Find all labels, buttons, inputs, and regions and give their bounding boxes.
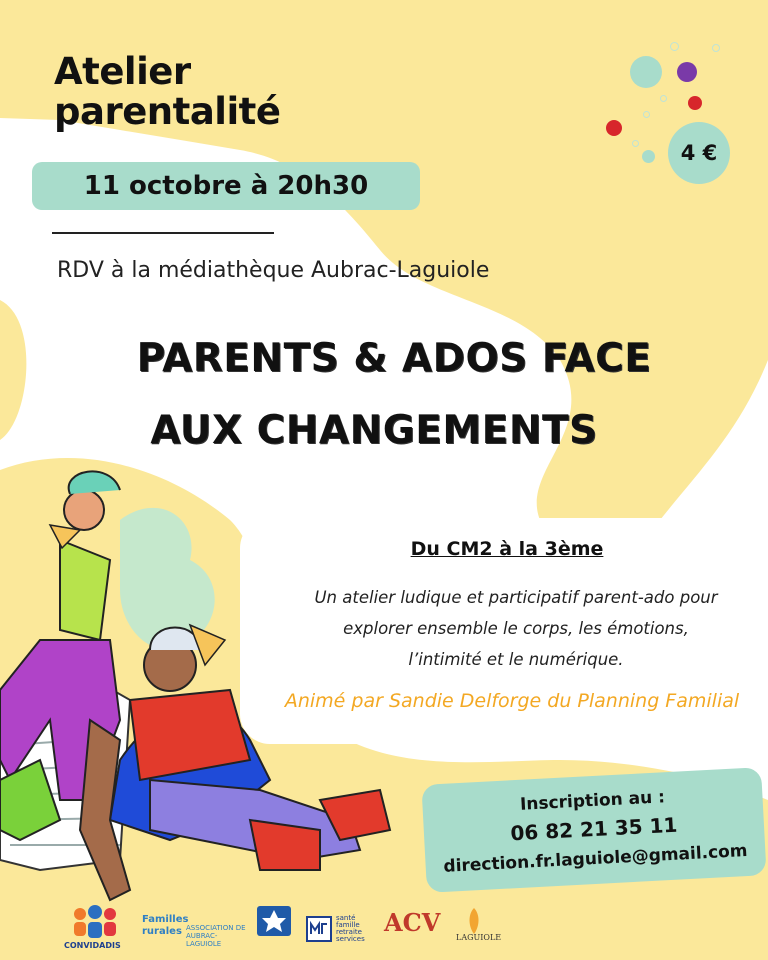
laguiole-bee-icon [464, 906, 484, 936]
logo-label: LAGUIOLE [456, 933, 502, 942]
logo-laguiole [452, 900, 512, 956]
decor-ring [643, 111, 650, 118]
convidadis-icon [60, 900, 130, 940]
logo-msa [306, 900, 372, 956]
description-line: l’intimité et le numérique. [408, 650, 624, 669]
contact-phone[interactable]: 06 82 21 35 11 [509, 812, 678, 846]
decor-dot-red [606, 120, 622, 136]
logo-label: services [336, 935, 365, 943]
decor-ring [670, 42, 679, 51]
logo-label [142, 926, 182, 937]
page-title [54, 52, 280, 132]
logo-label: ACV [384, 908, 441, 937]
decor-ring [632, 140, 639, 147]
logo-label: CONVIDADIS [64, 941, 121, 950]
decor-dot-purple [677, 62, 697, 82]
decor-dot-mint [642, 150, 655, 163]
logo-label: retraite [336, 928, 362, 936]
description-line: Un atelier ludique et participatif parent-ado pour [314, 588, 718, 607]
logo-label: ASSOCIATION DE [186, 924, 246, 932]
contact-email[interactable]: direction.fr.laguiole@gmail.com [443, 841, 749, 877]
level-heading: Du CM2 à la 3ème [410, 538, 604, 560]
logo-label: AUBRAC-LAGUIOLE [186, 932, 222, 948]
divider [52, 232, 274, 234]
title-line: Atelier [54, 50, 191, 93]
contact-box [421, 767, 766, 893]
contact-label: Inscription au : [519, 787, 666, 815]
partner-logos [60, 900, 520, 956]
logo-label: les [172, 914, 189, 925]
decor-dot-red [688, 96, 702, 110]
logo-caf [255, 900, 297, 956]
decor-ring [660, 95, 667, 102]
logo-label: Famil [142, 914, 173, 925]
description [276, 582, 756, 675]
caf-icon [255, 900, 293, 940]
logo-label: rura [142, 926, 166, 937]
title-line: parentalité [54, 90, 281, 133]
venue-text: RDV à la médiathèque Aubrac-Laguiole [57, 258, 490, 283]
decor-dot-mint [630, 56, 662, 88]
logo-convidadis [60, 900, 130, 956]
msa-icon [306, 916, 332, 942]
decor-ring [712, 44, 720, 52]
logo-label: les [165, 926, 182, 937]
logo-acv [382, 900, 441, 956]
description-line: explorer ensemble le corps, les émotions, [343, 619, 689, 638]
logo-label: famille [336, 921, 360, 929]
price-badge: 4 € [668, 122, 730, 184]
headline-line: PARENTS & ADOS FACE [136, 336, 652, 381]
logo-association [182, 900, 252, 956]
date-badge: 11 octobre à 20h30 [32, 162, 420, 210]
headline-line: AUX CHANGEMENTS [150, 408, 598, 453]
logo-label: santé [336, 914, 356, 922]
animator-text: Animé par Sandie Delforge du Planning Familial [284, 690, 740, 712]
